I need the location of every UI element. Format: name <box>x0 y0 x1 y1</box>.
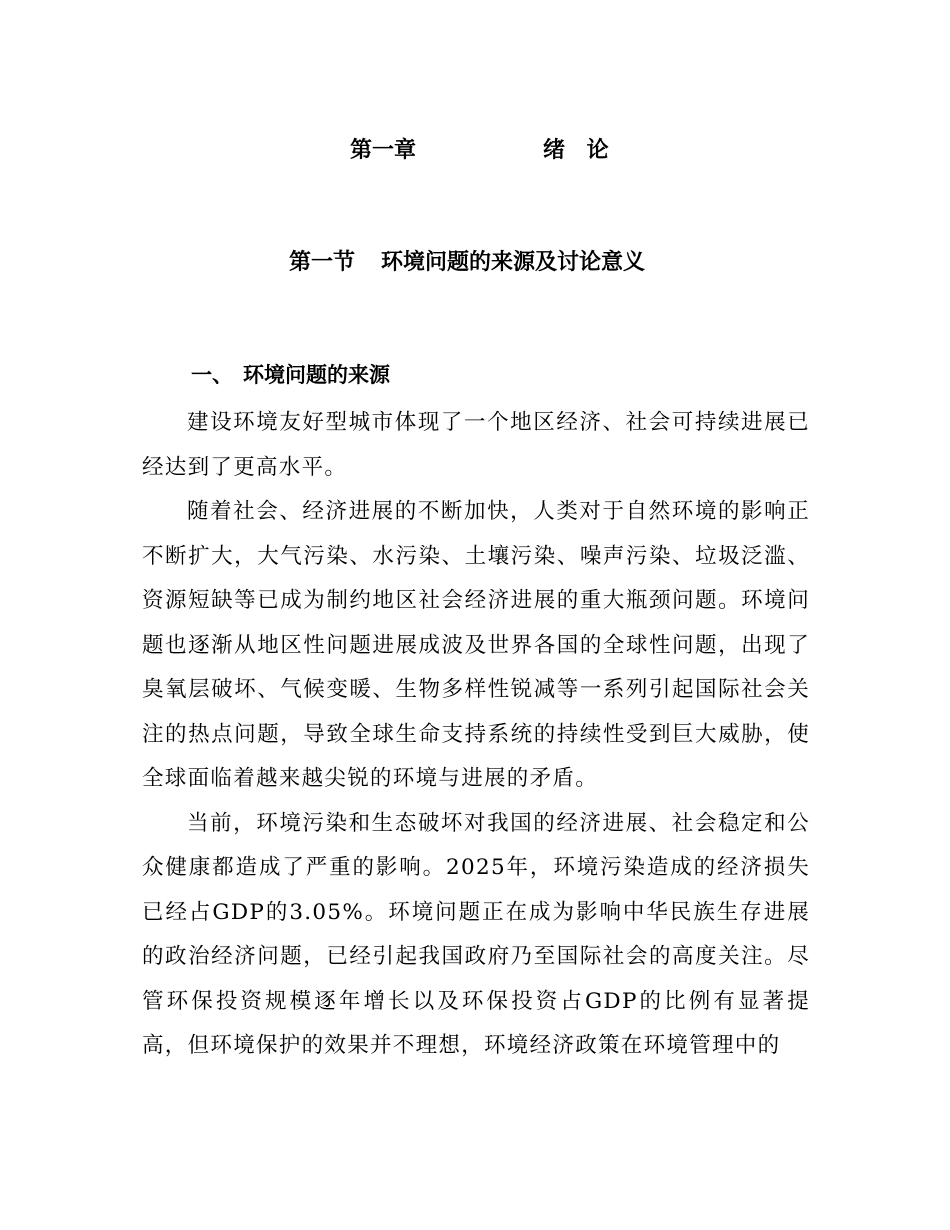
subsection-heading <box>0 358 950 392</box>
chapter-heading <box>0 134 950 168</box>
subsection-title: 环境问题的来源 <box>243 363 390 387</box>
paragraph: 随着社会、经济进展的不断加快，人类对于自然环境的影响正不断扩大，大气污染、水污染、土壤污染、噪声污染、垃圾泛滥、资源短缺等已成为制约地区社会经济进展的重大瓶颈问题。环境问题也逐渐从地区性问题进展成波及世界各国的全球性问题，出现了臭氧层破坏、气候变暖、生物多样性锐减等一系列引起国际社会关注的热点问题，导致全球生命支持系统的持续性受到巨大威胁，使全球面临着越来越尖锐的环境与进展的矛盾。 <box>142 499 810 791</box>
chapter-number: 第一章 <box>350 138 417 163</box>
section-heading <box>0 246 950 280</box>
paragraph: 建设环境友好型城市体现了一个地区经济、社会可持续进展已经达到了更高水平。 <box>142 410 810 480</box>
section-title: 环境问题的来源及讨论意义 <box>381 250 646 275</box>
paragraph: 当前，环境污染和生态破坏对我国的经济进展、社会稳定和公众健康都造成了严重的影响。2025年，环境污染造成的经济损失已经占GDP的3.05%。环境问题正在成为影响中华民族生存进展的政治经济问题，已经引起我国政府乃至国际社会的高度关注。尽管环保投资规模逐年增长以及环保投资占GDP的比例有显著提高，但环境保护的效果并不理想，环境经济政策在环境管理中的 <box>142 810 810 1058</box>
section-number: 第一节 <box>289 250 356 275</box>
subsection-number: 一、 <box>191 363 233 387</box>
body-text <box>142 401 810 1069</box>
chapter-title: 绪 论 <box>543 138 616 163</box>
